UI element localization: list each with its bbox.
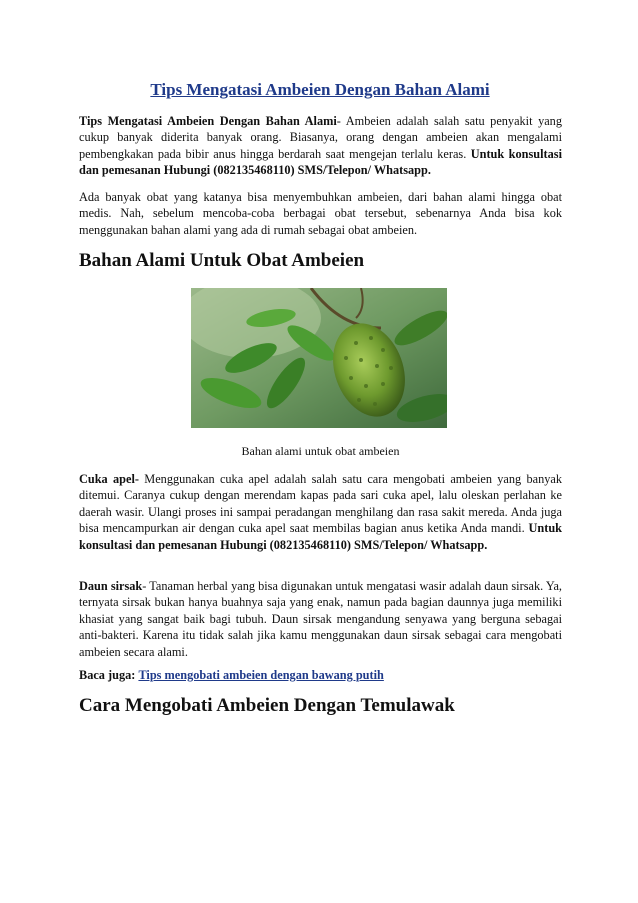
baca-juga-line xyxy=(79,667,562,683)
second-paragraph: Ada banyak obat yang katanya bisa menyembuhkan ambeien, dari bahan alami hingga obat medis. Nah, sebelum mencoba-coba berbagai obat tersebut, sebenarnya Anda bisa kok menggunakan bahan alami yang ada di rumah sebagai obat ambeien. xyxy=(79,190,562,237)
cuka-apel-paragraph xyxy=(79,471,562,553)
intro-paragraph xyxy=(79,113,562,179)
section-heading-bahan-alami: Bahan Alami Untuk Obat Ambeien xyxy=(79,250,365,271)
cuka-apel-text: Menggunakan cuka apel adalah salah satu cara mengobati ambeien yang banyak ditemui. Caranya cukup dengan merendam kapas pada sari cuka apel, lalu oleskan perlahan ke daerah wasir. Ulangi proses ini sampai peradangan menghilang dan rasa sakit mereda. Anda juga bisa mencampurkan air dengan cuka apel saat membilas bagian anus ketika Anda mandi. xyxy=(79,472,562,536)
baca-juga-link[interactable]: Tips mengobati ambeien dengan bawang putih xyxy=(138,668,384,682)
cuka-apel-contact: Untuk konsultasi dan pemesanan Hubungi (082135468110) SMS/Telepon/ Whatsapp. xyxy=(79,521,562,552)
section-heading-temulawak: Cara Mengobati Ambeien Dengan Temulawak xyxy=(79,695,455,716)
cuka-apel-lead: Cuka apel- xyxy=(79,472,139,486)
intro-contact: Untuk konsultasi dan pemesanan Hubungi (082135468110) SMS/Telepon/ Whatsapp. xyxy=(79,146,562,178)
intro-lead: Tips Mengatasi Ambeien Dengan Bahan Alami xyxy=(79,114,337,128)
soursop-photo xyxy=(191,288,447,428)
intro-text: - Ambeien adalah salah satu penyakit yang cukup banyak diderita banyak orang. Biasanya, orang dengan ambeien akan mengalami pembengkakan pada bibir anus hingga berdarah saat mengejan terlalu keras. xyxy=(79,114,562,161)
daun-sirsak-paragraph xyxy=(79,578,562,660)
page-title: Tips Mengatasi Ambeien Dengan Bahan Alami xyxy=(150,80,490,99)
daun-sirsak-text: - Tanaman herbal yang bisa digunakan untuk mengatasi wasir adalah daun sirsak. Ya, ternyata sirsak bukan hanya buahnya saja yang enak, namun pada bagian daunnya juga memiliki khasiat yang sangat baik bagi tubuh. Daun sirsak mengandung senyawa yang berguna sebagai anti-bakteri. Karena itu tidak salah jika kamu menggunakan daun sirsak sebagai cara mengobati ambeien secara alami. xyxy=(79,579,563,659)
baca-juga-label: Baca juga: xyxy=(79,668,136,682)
daun-sirsak-lead: Daun sirsak xyxy=(79,579,143,593)
image-caption: Bahan alami untuk obat ambeien xyxy=(241,444,400,458)
